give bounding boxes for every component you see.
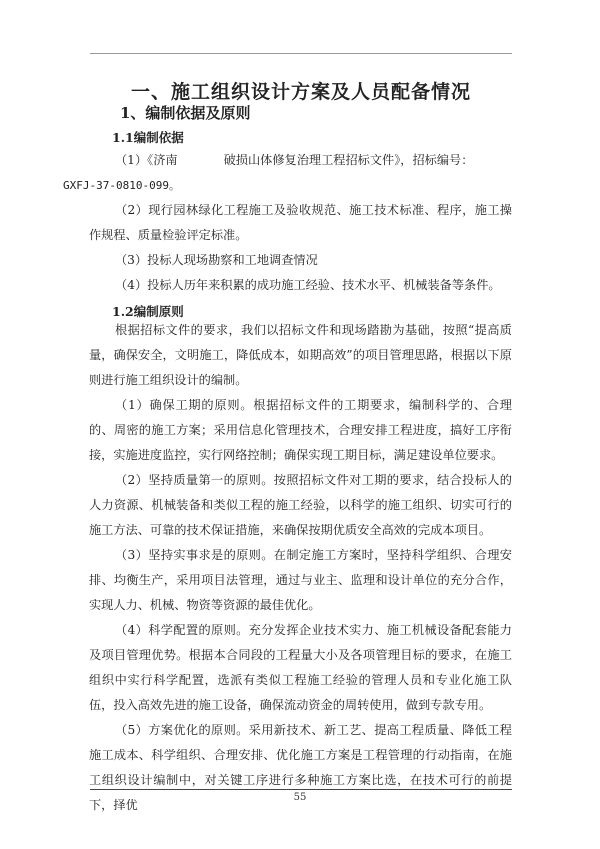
- footer-rule: [90, 789, 512, 790]
- subsection-heading: 1.2编制原则: [112, 304, 184, 319]
- paragraph: （2）坚持质量第一的原则。按照招标文件对工期的要求，结合投标人的人力资源、机械装备和类似工程的施工经验，以科学的施工组织、切实可行的施工方法、可靠的技术保证措施，来确保按期优质安全高效的完成本项目。: [89, 473, 512, 537]
- bid-number: GXFJ-37-0810-099。: [63, 179, 180, 192]
- text-span: 破损山体修复治理工程招标文件》，招标编号：: [223, 153, 474, 167]
- subsection-heading: 1.1编制依据: [112, 130, 184, 145]
- section-heading: 1、编制依据及原则: [120, 104, 251, 122]
- paragraph: （3）投标人现场勘察和工地调查情况: [115, 253, 318, 267]
- paragraph: （4）科学配置的原则。充分发挥企业技术实力、施工机械设备配套能力及项目管理优势。根据本合同段的工程量大小及各项管理目标的要求，在施工组织中实行科学配置，选派有类似工程施工经验的管理人员和专业化施工队伍，投入高效先进的施工设备，确保流动资金的周转使用，做到专款专用。: [89, 623, 512, 712]
- header-rule: [90, 53, 512, 54]
- paragraph: 根据招标文件的要求，我们以招标文件和现场踏勘为基础，按照“提高质量，确保安全，文明施工，降低成本，如期高效”的项目管理思路，根据以下原则进行施工组织设计的编制。: [89, 323, 512, 387]
- text-span: （1）《济南: [115, 153, 178, 167]
- paragraph: （4）投标人历年来积累的成功施工经验、技术水平、机械装备等条件。: [115, 278, 501, 292]
- paragraph: （5）方案优化的原则。采用新技术、新工艺、提高工程质量、降低工程施工成本、科学组织、合理安排、优化施工方案是工程管理的行动指南，在施工组织设计编制中，对关键工序进行多种施工方案比选，在技术可行的前提下，择优: [89, 723, 512, 812]
- paragraph: （1）确保工期的原则。根据招标文件的工期要求，编制科学的、合理的、周密的施工方案；采用信息化管理技术，合理安排工程进度，搞好工序衔接，实施进度监控，实行网络控制；确保实现工期目标，满足建设单位要求。: [89, 398, 512, 462]
- page-title: 一、施工组织设计方案及人员配备情况: [130, 81, 471, 103]
- paragraph: （3）坚持实事求是的原则。在制定施工方案时，坚持科学组织、合理安排、均衡生产，采用项目法管理，通过与业主、监理和设计单位的充分合作，实现人力、机械、物资等资源的最佳优化。: [89, 548, 512, 612]
- paragraph: [63, 148, 512, 198]
- page-number: 55: [293, 792, 307, 803]
- paragraph: （2）现行园林绿化工程施工及验收规范、施工技术标准、程序，施工操作规程、质量检验评定标准。: [89, 203, 512, 242]
